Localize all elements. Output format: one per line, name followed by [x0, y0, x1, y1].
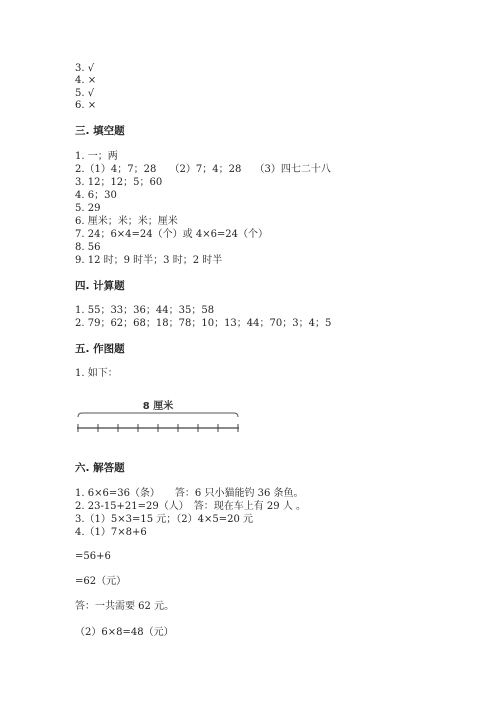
fill-blank-item-1: 1. 一；两 — [75, 151, 118, 162]
fill-blank-heading: 三. 填空题 — [75, 125, 125, 137]
solution-heading: 六. 解答题 — [75, 462, 125, 474]
calculation-item-2: 2. 79；62；68；18；78；10；13；44；70；3；4；5 — [75, 318, 332, 329]
fill-blank-item-4: 4. 6；30 — [75, 190, 117, 201]
fill-blank-item-9: 9. 12 时；9 时半；3 时；2 时半 — [75, 255, 223, 266]
judgment-item-6: 6. × — [75, 100, 97, 111]
drawing-heading: 五. 作图题 — [75, 343, 125, 355]
ruler-brace — [78, 413, 238, 417]
fill-blank-item-7: 7. 24；6×4=24（个）或 4×6=24（个） — [75, 229, 269, 240]
solution-item-3: 3.（1）5×3=15 元；（2）4×5=20 元 — [75, 514, 254, 525]
fill-blank-item-5: 5. 29 — [75, 203, 101, 214]
fill-blank-item-2: 2.（1）4；7；28 （2）7；4；28 （3）四七二十八 — [75, 164, 331, 175]
fill-blank-item-3: 3. 12；12；5；60 — [75, 177, 163, 188]
solution-step-2: =62（元） — [75, 576, 127, 587]
solution-answer: 答：一共需要 62 元。 — [75, 601, 175, 612]
solution-item-2: 2. 23-15+21=29（人） 答：现在车上有 29 人 。 — [75, 501, 307, 512]
solution-item-1: 1. 6×6=36（条） 答：6 只小猫能钓 36 条鱼。 — [75, 488, 304, 499]
fill-blank-item-8: 8. 56 — [75, 242, 101, 253]
solution-item-4-part-2: （2）6×8=48（元） — [75, 627, 174, 638]
fill-blank-item-6: 6. 厘米；米；米；厘米 — [75, 216, 178, 227]
judgment-item-3: 3. √ — [75, 63, 95, 74]
judgment-item-4: 4. × — [75, 75, 97, 86]
judgment-item-5: 5. √ — [75, 88, 95, 99]
ruler-figure — [75, 396, 241, 440]
solution-item-4: 4.（1）7×8+6 — [75, 527, 147, 538]
drawing-item-1: 1. 如下： — [75, 368, 118, 379]
solution-step-1: =56+6 — [75, 551, 111, 562]
calculation-item-1: 1. 55；33；36；44；35；58 — [75, 305, 215, 316]
ruler-length-label: 8 厘米 — [142, 401, 174, 412]
calculation-heading: 四. 计算题 — [75, 280, 125, 292]
